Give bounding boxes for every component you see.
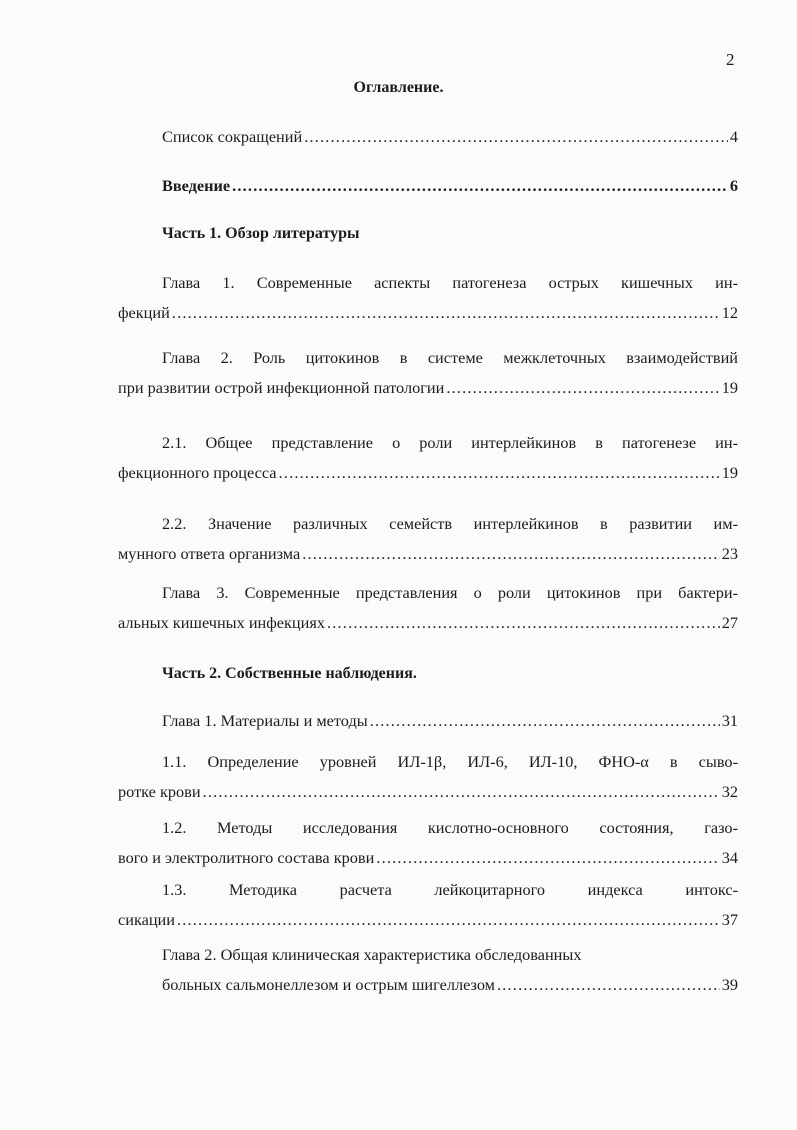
dot-leader — [203, 777, 720, 807]
toc-entry-abbreviations — [118, 122, 738, 152]
toc-line — [118, 458, 738, 488]
toc-entry — [118, 268, 738, 328]
dot-leader — [370, 706, 720, 736]
toc-line — [118, 843, 738, 873]
toc-page-ref: 19 — [721, 463, 738, 482]
toc-line: 1.1. Определение уровней ИЛ-1β, ИЛ-6, ИЛ-10, ФНО-α в сыво- — [162, 752, 738, 771]
page-number: 2 — [726, 50, 735, 69]
toc-line: 1.2. Методы исследования кислотно-основного состояния, газо- — [162, 818, 738, 837]
dot-leader — [172, 298, 720, 328]
toc-page-ref: 39 — [721, 975, 738, 994]
toc-entry-text: альных кишечных инфекциях — [118, 613, 325, 632]
toc-line — [118, 608, 738, 638]
toc-page-ref: 19 — [721, 378, 738, 397]
toc-page-ref: 31 — [721, 711, 738, 730]
toc-line — [118, 777, 738, 807]
toc-entry — [118, 747, 738, 807]
toc-page-ref: 4 — [729, 127, 738, 146]
toc-line: Глава 3. Современные представления о роли цитокинов при бактери- — [162, 583, 738, 602]
toc-entry-text: Глава 1. Материалы и методы — [162, 711, 368, 730]
toc-page-ref: 32 — [721, 782, 738, 801]
toc-line: 2.2. Значение различных семейств интерлейкинов в развитии им- — [162, 514, 738, 533]
dot-leader — [376, 843, 719, 873]
toc-entry-text: Список сокращений — [162, 127, 303, 146]
toc-entry — [162, 940, 738, 1000]
toc-line — [118, 706, 738, 736]
toc-entry-introduction — [118, 171, 738, 201]
toc-line — [118, 298, 738, 328]
toc-entry — [118, 813, 738, 873]
dot-leader — [302, 539, 720, 569]
toc-entry — [118, 875, 738, 935]
dot-leader — [279, 458, 720, 488]
toc-entry — [118, 428, 738, 488]
part-heading-1: Часть 1. Обзор литературы — [162, 225, 360, 242]
toc-line — [118, 905, 738, 935]
toc-page-ref: 27 — [721, 613, 738, 632]
toc-entry-text: больных сальмонеллезом и острым шигеллезом — [162, 975, 495, 994]
toc-line — [162, 970, 738, 1000]
toc-page-ref: 12 — [721, 303, 738, 322]
dot-leader — [304, 122, 728, 152]
dot-leader — [497, 970, 720, 1000]
toc-entry — [118, 343, 738, 403]
toc-line: Глава 1. Современные аспекты патогенеза острых кишечных ин- — [162, 273, 738, 292]
toc-page-ref: 6 — [729, 176, 738, 195]
toc-entry-text: фекционного процесса — [118, 463, 277, 482]
dot-leader — [177, 905, 720, 935]
part-heading-2: Часть 2. Собственные наблюдения. — [162, 665, 417, 682]
dot-leader — [232, 171, 728, 201]
toc-entry-text: ротке крови — [118, 782, 201, 801]
toc-page-ref: 34 — [721, 848, 738, 867]
toc-entry — [118, 509, 738, 569]
toc-page-ref: 23 — [721, 544, 738, 563]
toc-entry-text: при развитии острой инфекционной патологии — [118, 378, 445, 397]
toc-entry-text: сикации — [118, 910, 175, 929]
toc-entry — [118, 706, 738, 736]
toc-entry-text: Введение — [162, 176, 231, 195]
toc-line — [118, 539, 738, 569]
toc-entry-text: фекций — [118, 303, 170, 322]
toc-entry-text: вого и электролитного состава крови — [118, 848, 375, 867]
toc-line — [118, 122, 738, 152]
dot-leader — [446, 373, 719, 403]
toc-title: Оглавление. — [353, 79, 444, 96]
toc-line: Глава 2. Общая клиническая характеристика обследованных — [162, 945, 582, 964]
toc-line — [118, 171, 738, 201]
toc-line: Глава 2. Роль цитокинов в системе межклеточных взаимодействий — [162, 348, 738, 367]
dot-leader — [327, 608, 720, 638]
toc-entry-text: мунного ответа организма — [118, 544, 301, 563]
toc-line: 1.3. Методика расчета лейкоцитарного индекса интокс- — [162, 880, 738, 899]
toc-line: 2.1. Общее представление о роли интерлейкинов в патогенезе ин- — [162, 433, 738, 452]
toc-page-ref: 37 — [721, 910, 738, 929]
toc-line — [118, 373, 738, 403]
toc-entry — [118, 578, 738, 638]
